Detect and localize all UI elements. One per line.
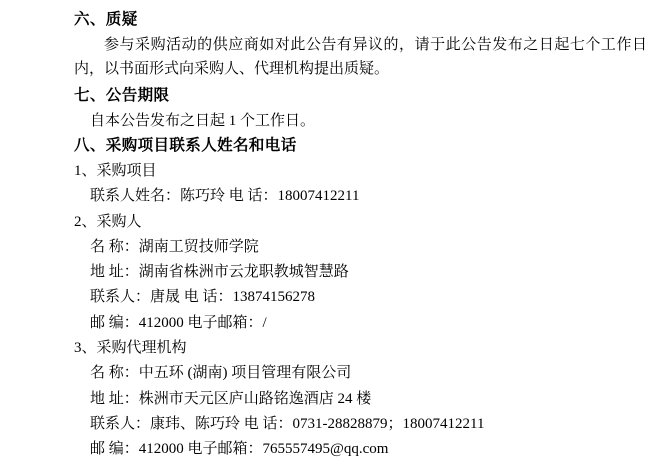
section-heading-8: 八、采购项目联系人姓名和电话 bbox=[74, 136, 297, 154]
contact-item-label-2: 2、采购人 bbox=[74, 213, 142, 230]
contact-line-2-2: 地 址：湖南省株洲市云龙职教城智慧路 bbox=[90, 264, 349, 281]
contact-line-3-3: 联系人：康玮、陈巧玲 电 话：0731-28828879；18007412211 bbox=[90, 415, 485, 432]
section-7-paragraph: 自本公告发布之日起 1 个工作日。 bbox=[90, 112, 316, 129]
contact-line-1-1: 联系人姓名：陈巧玲 电 话：18007412211 bbox=[90, 188, 360, 205]
contact-line-3-4: 邮 编：412000 电子邮箱：765557495@qq.com bbox=[90, 441, 389, 458]
contact-line-2-1: 名 称：湖南工贸技师学院 bbox=[90, 238, 259, 255]
contact-item-label-3: 3、采购代理机构 bbox=[74, 340, 187, 357]
contact-line-3-2: 地 址：株洲市天元区庐山路铭逸酒店 24 楼 bbox=[90, 390, 372, 407]
section-heading-6: 六、质疑 bbox=[74, 11, 138, 28]
contact-line-3-1: 名 称：中五环 (湖南) 项目管理有限公司 bbox=[90, 365, 352, 382]
contact-line-2-4: 邮 编：412000 电子邮箱：/ bbox=[90, 314, 267, 331]
section-heading-7: 七、公告期限 bbox=[74, 86, 170, 104]
contact-item-label-1: 1、采购项目 bbox=[74, 162, 157, 179]
section-6-paragraph: 参与采购活动的供应商如对此公告有异议的，请于此公告发布之日起七个工作日内，以书面形式向采购人、代理机构提出质疑。 bbox=[74, 37, 647, 78]
contact-line-2-3: 联系人：唐晟 电 话：13874156278 bbox=[90, 289, 316, 306]
